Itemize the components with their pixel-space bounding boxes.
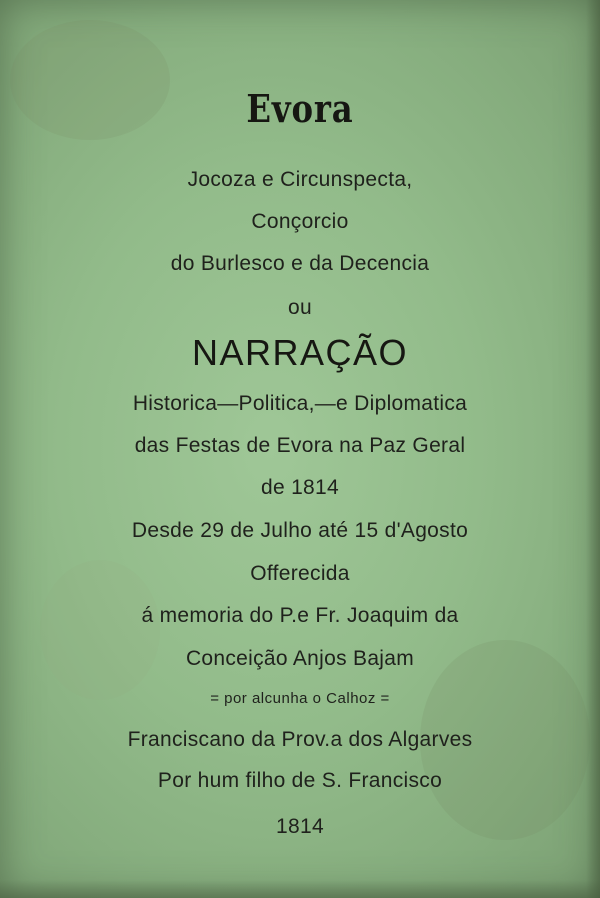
subtitle-line: ou — [288, 296, 312, 319]
subtitle-line: Conçorcio — [251, 210, 349, 233]
body-line: Desde 29 de Julho até 15 d'Agosto — [131, 519, 469, 542]
main-heading: NARRAÇÃO — [191, 332, 409, 373]
body-line: Conceição Anjos Bajam — [185, 647, 415, 670]
subtitle-line: do Burlesco e da Decencia — [170, 252, 430, 275]
body-line: das Festas de Evora na Paz Geral — [134, 434, 466, 457]
nickname-line: = por alcunha o Calhoz = — [210, 690, 390, 707]
body-line: de 1814 — [260, 476, 339, 499]
publication-year: 1814 — [276, 815, 324, 838]
closing-line: Franciscano da Prov.a dos Algarves — [127, 728, 473, 751]
subtitle-line: Jocoza e Circunspecta, — [187, 168, 413, 191]
page-edge-shadow — [0, 880, 600, 898]
body-line: á memoria do P.e Fr. Joaquim da — [141, 604, 459, 627]
closing-line: Por hum filho de S. Francisco — [157, 769, 443, 792]
cover-title: Evora — [246, 86, 354, 131]
body-line: Historica—Politica,—e Diplomatica — [132, 392, 468, 415]
body-line: Offerecida — [250, 562, 350, 585]
